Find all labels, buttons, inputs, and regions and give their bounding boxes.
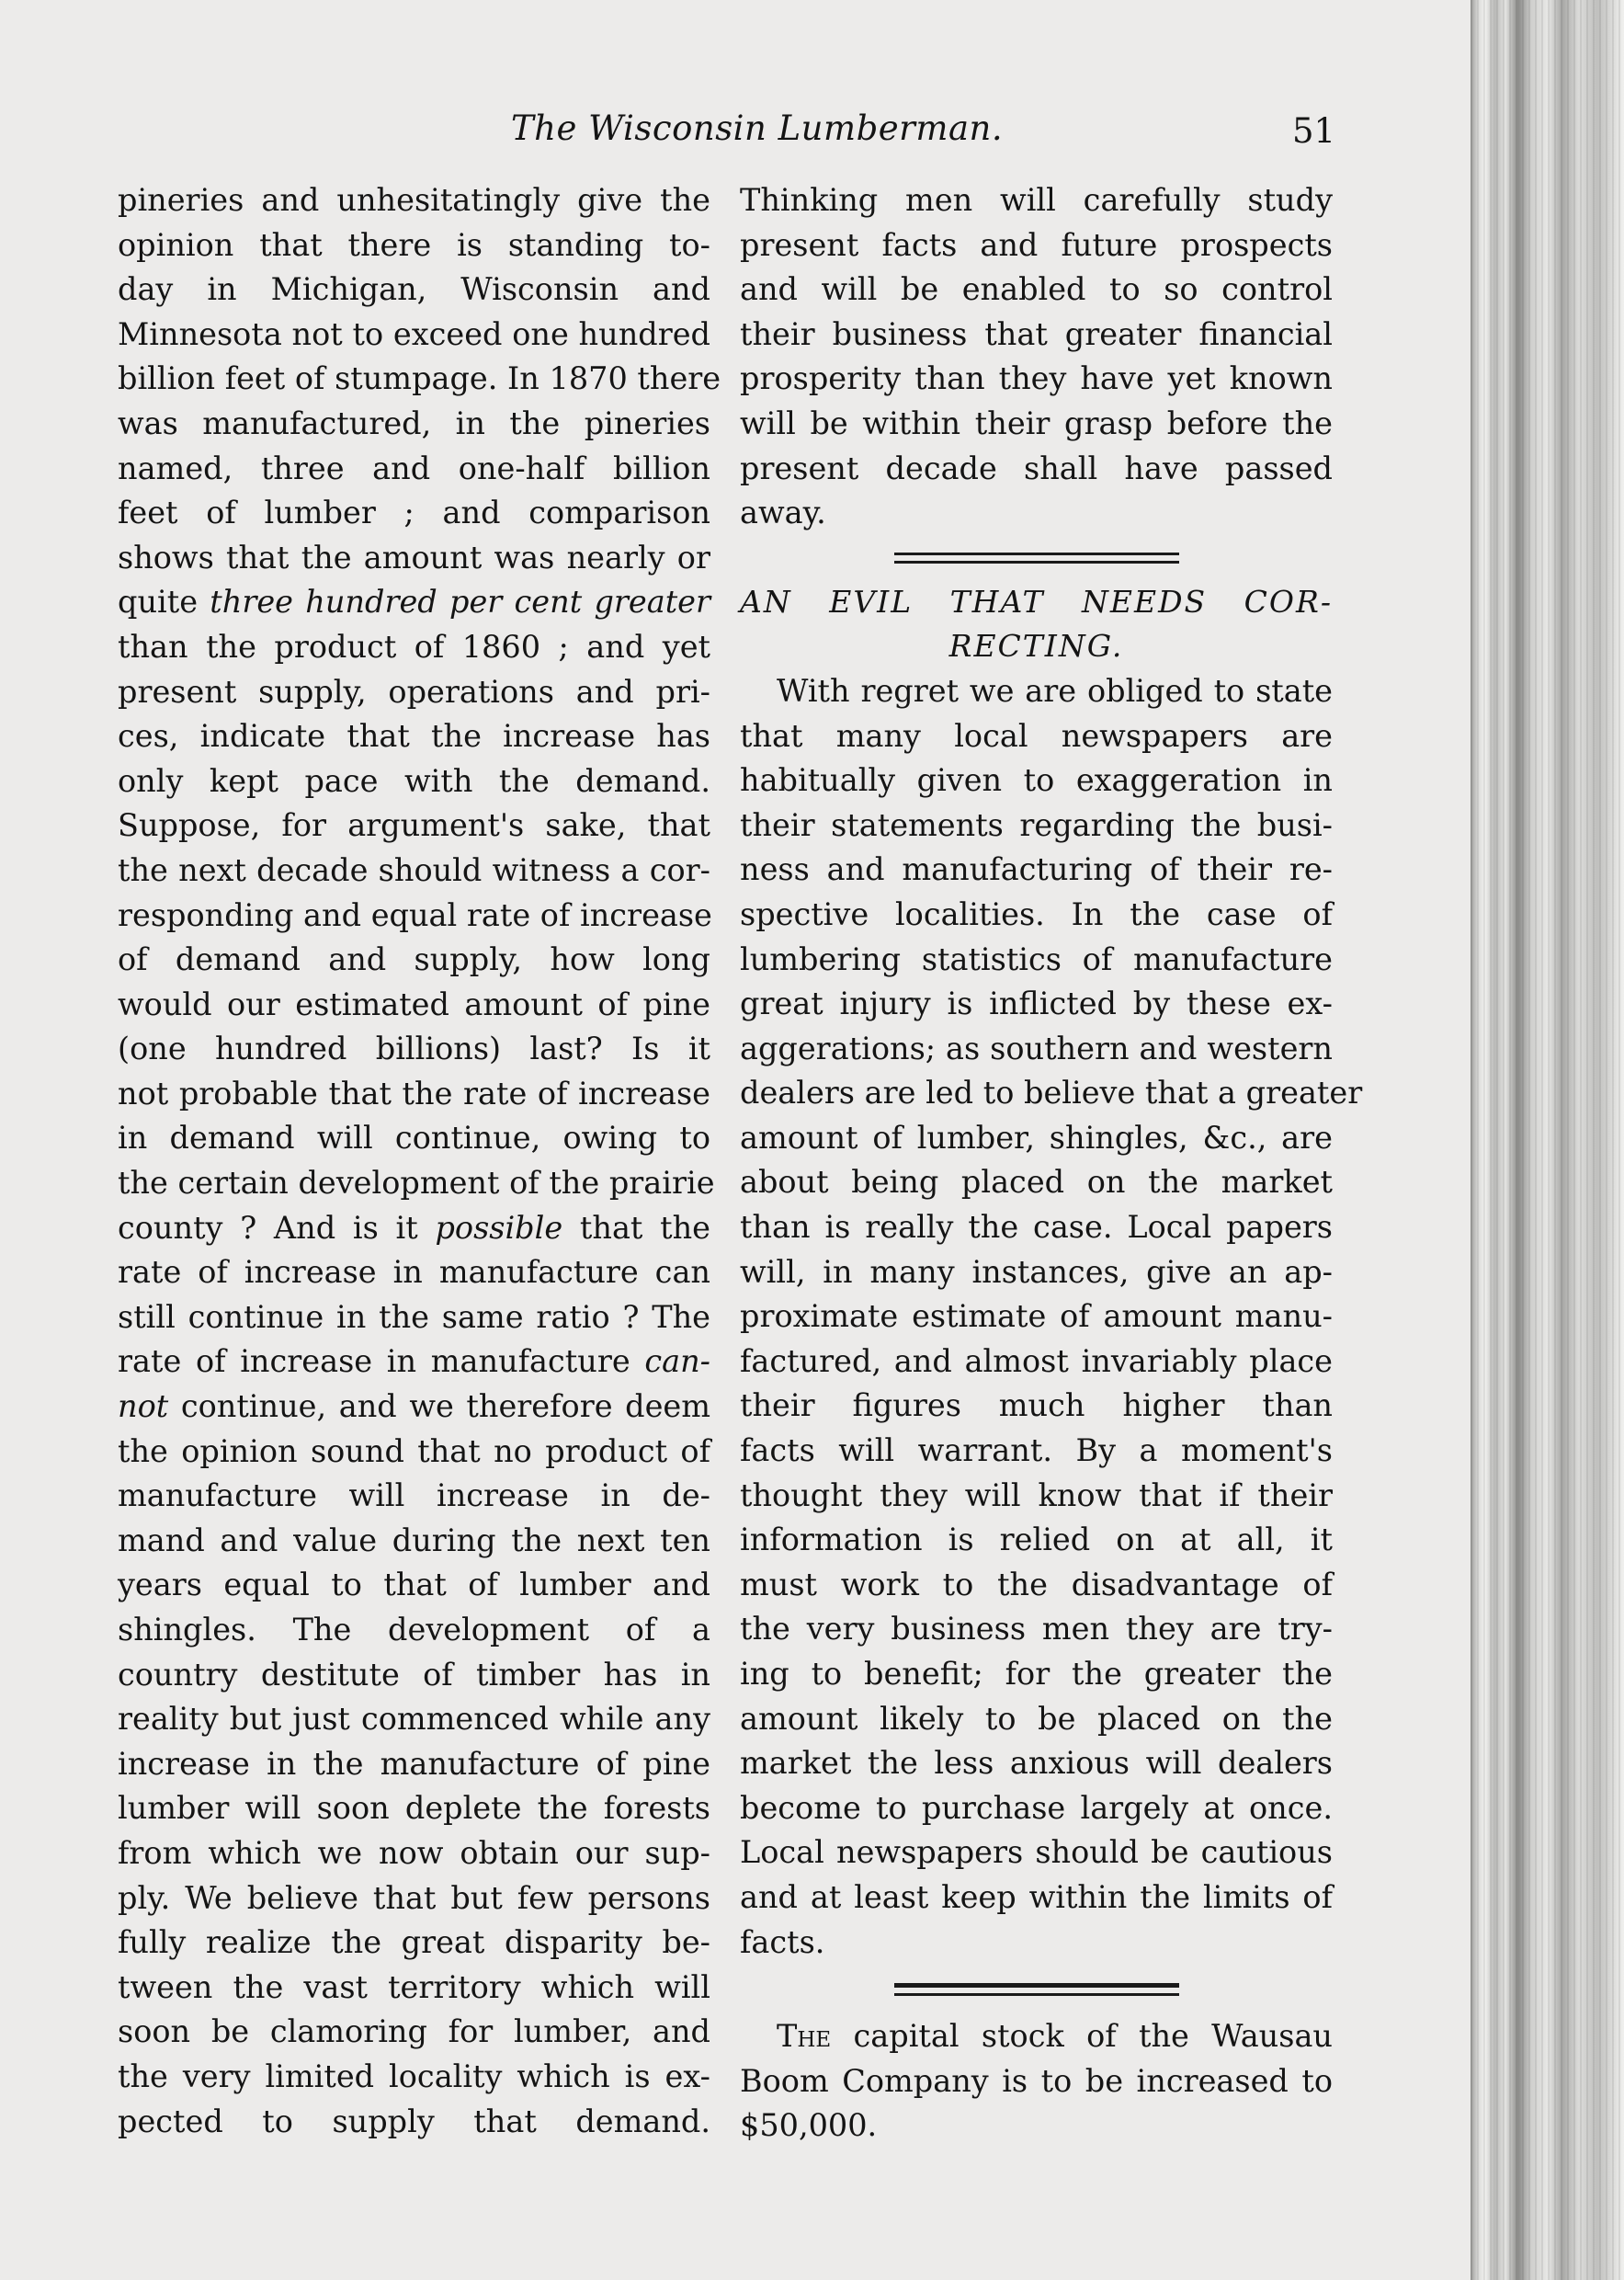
text-line: (one hundred billions) last? Is it (118, 1031, 710, 1067)
text-line: than the product of 1860 ; and yet (118, 628, 710, 665)
italic-emphasis: three hundred per cent greater (210, 584, 711, 621)
text-line: great injury is inflicted by these ex- (740, 986, 1333, 1022)
text-line: become to purchase largely at once. (740, 1789, 1333, 1826)
text-line: the very business men they are try- (740, 1611, 1333, 1647)
text-line: years equal to that of lumber and (118, 1567, 710, 1603)
text-line: their statements regarding the busi- (740, 806, 1333, 843)
text-line: Local newspapers should be cautious (740, 1834, 1333, 1871)
text-line: present supply, operations and pri- (118, 673, 710, 710)
text-line: must work to the disadvantage of (740, 1566, 1333, 1602)
text-line: the opinion sound that no product of (118, 1432, 710, 1469)
text-line: in demand will continue, owing to (118, 1120, 710, 1157)
text-line: lumbering statistics of manufacture (740, 940, 1333, 977)
text-line: the next decade should witness a cor- (118, 851, 710, 888)
text-line: rate of increase in manufacture can (118, 1254, 710, 1291)
text-line: lumber will soon deplete the forests (118, 1790, 710, 1827)
left-column (118, 178, 721, 2144)
text-line: Suppose, for argument's sake, that (118, 807, 710, 844)
right-column (740, 178, 1363, 2149)
text-line: of demand and supply, how long (118, 941, 710, 978)
text-line: their figures much higher than (740, 1387, 1333, 1424)
text-line: spective localities. In the case of (740, 895, 1333, 932)
italic-emphasis: can- (644, 1343, 710, 1380)
text-line: and will be enabled to so control (740, 271, 1333, 308)
text-line: $50,000. (740, 2107, 878, 2144)
text-line: about being placed on the market (740, 1164, 1333, 1201)
text-line: that many local newspapers are (740, 717, 1333, 754)
text-line: was manufactured, in the pineries (118, 405, 710, 441)
italic-emphasis: not (118, 1388, 169, 1425)
text-line: proximate estimate of amount manu- (740, 1298, 1333, 1335)
notice-text: capital stock of the Wausau (853, 2018, 1333, 2055)
text-line: Boom Company is to be increased to (740, 2062, 1333, 2099)
text-line: pineries and unhesitatingly give the (118, 182, 710, 218)
text-line: information is relied on at all, it (740, 1522, 1333, 1558)
text-line: present facts and future prospects (740, 226, 1333, 263)
text-line: only kept pace with the demand. (118, 762, 710, 799)
text-line: manufacture will increase in de- (118, 1477, 710, 1514)
text-line: rate of increase in manufacture can- (118, 1343, 710, 1380)
text-line: shingles. The development of a (118, 1612, 710, 1647)
text-line: habitually given to exaggeration in (740, 762, 1333, 799)
text-line: mand and value during the next ten (118, 1522, 710, 1558)
text-line: from which we now obtain our sup- (118, 1834, 710, 1871)
text-line: reality but just commenced while any (118, 1701, 710, 1738)
text-line: the certain development of the prairie (118, 1165, 715, 1202)
text-line: country destitute of timber has in (118, 1656, 710, 1693)
text-line: ply. We believe that but few persons (118, 1879, 710, 1916)
text-line: With regret we are obliged to state (777, 672, 1333, 709)
text-line: market the less anxious will dealers (740, 1745, 1333, 1782)
text-line: factured, and almost invariably place (740, 1342, 1333, 1379)
text-line: facts will warrant. By a moment's (740, 1432, 1333, 1469)
text-line: ness and manufacturing of their re- (740, 851, 1333, 888)
italic-emphasis: possible (435, 1209, 563, 1246)
text-line: aggerations; as southern and western (740, 1030, 1333, 1066)
notice-lead-word: The (777, 2018, 832, 2055)
text-line: would our estimated amount of pine (118, 986, 710, 1022)
section-divider (894, 1983, 1179, 1996)
text-line: present decade shall have passed (740, 450, 1333, 486)
text-line: Minnesota not to exceed one hundred (118, 315, 710, 352)
text-line: amount likely to be placed on the (740, 1700, 1333, 1737)
notice-first-line (740, 2014, 1333, 2059)
text-line: will, in many instances, give an ap- (740, 1253, 1333, 1290)
book-binding-edge (1471, 0, 1624, 2280)
running-head (0, 108, 1471, 164)
text-line: and at least keep within the limits of (740, 1878, 1333, 1915)
text-line: soon be clamoring for lumber, and (118, 2013, 710, 2050)
text-line: will be within their grasp before the (740, 405, 1333, 441)
text-line: away. (740, 495, 826, 531)
text-line: tween the vast territory which will (118, 1968, 710, 2005)
text-line: ing to benefit; for the greater the (740, 1656, 1333, 1692)
text-line: ces, indicate that the increase has (118, 718, 710, 755)
text-line: dealers are led to believe that a greater (740, 1075, 1363, 1112)
text-line: the very limited locality which is ex- (118, 2058, 710, 2094)
text-line: thought they will know that if their (740, 1476, 1333, 1513)
text-line: increase in the manufacture of pine (118, 1745, 710, 1782)
text-line: billion feet of stumpage. In 1870 there (118, 360, 721, 397)
text-line: named, three and one-half billion (118, 450, 710, 486)
text-line: quite three hundred per cent greater (118, 584, 711, 621)
text-line: pected to supply that demand. (118, 2103, 710, 2139)
text-line: than is really the case. Local papers (740, 1209, 1333, 1246)
text-line: day in Michigan, Wisconsin and (118, 271, 710, 308)
text-line: facts. (740, 1923, 825, 1960)
text-line: their business that greater financial (740, 315, 1333, 352)
article-heading: AN EVIL THAT NEEDS COR- (740, 583, 1333, 620)
text-line: fully realize the great disparity be- (118, 1924, 710, 1961)
text-line: responding and equal rate of increase (118, 896, 712, 933)
text-line: amount of lumber, shingles, &c., are (740, 1119, 1333, 1156)
running-title: The Wisconsin Lumberman. (511, 108, 1004, 148)
text-line: not continue, and we therefore deem (118, 1388, 710, 1425)
text-line: not probable that the rate of increase (118, 1075, 710, 1112)
article-heading-continued: RECTING. (948, 628, 1124, 665)
text-line: feet of lumber ; and comparison (118, 495, 710, 531)
section-divider (894, 553, 1179, 564)
text-line: opinion that there is standing to- (118, 226, 710, 263)
text-line: prosperity than they have yet known (740, 360, 1333, 397)
text-line: shows that the amount was nearly or (118, 539, 710, 576)
text-line: county ? And is it possible that the (118, 1209, 711, 1246)
page-number: 51 (1292, 111, 1336, 151)
text-line: still continue in the same ratio ? The (118, 1298, 710, 1335)
text-line: Thinking men will carefully study (740, 182, 1333, 218)
